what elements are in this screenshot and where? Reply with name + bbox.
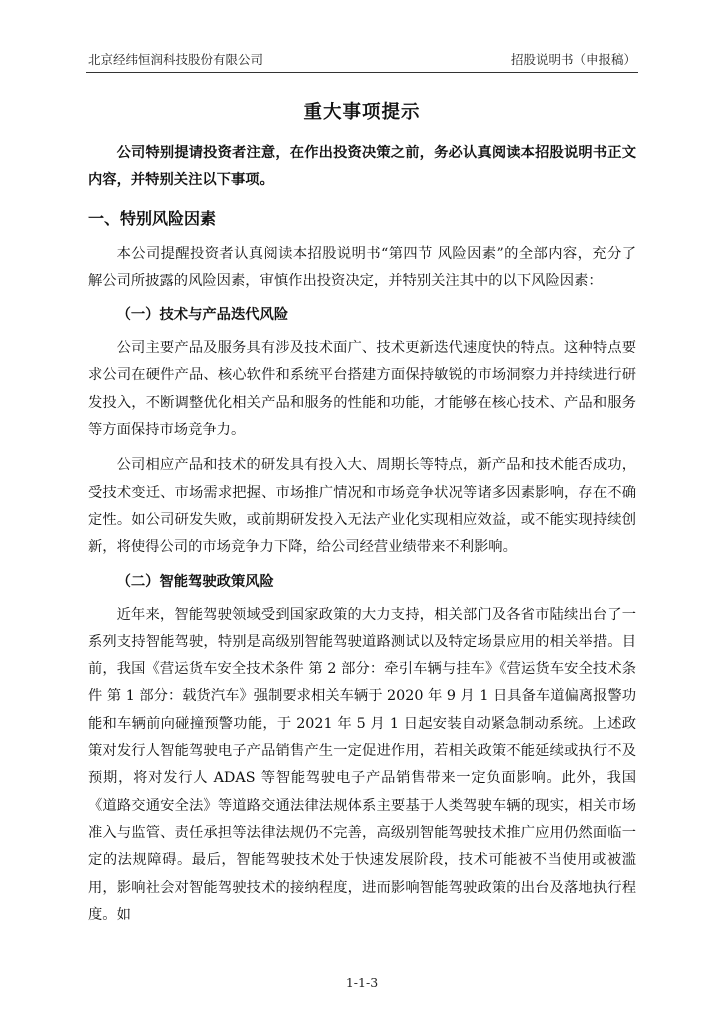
subsection-heading-tech-risk: （一）技术与产品迭代风险 xyxy=(116,307,289,324)
header-divider xyxy=(86,72,638,73)
paragraph-tech-risk-2: 公司相应产品和技术的研发具有投入大、周期长等特点，新产品和技术能否成功，受技术变迁、市场需求把握、市场推广情况和市场竞争状况等诸多因素影响，存在不确定性。如公司研发失败，或前期研发投入无法产业化实现相应效益，或不能实现持续创新，将使得公司的市场竞争力下降，给公司经营业绩带来不利影响。 xyxy=(88,457,636,556)
intro-paragraph: 公司特别提请投资者注意，在作出投资决策之前，务必认真阅读本招股说明书正文内容，并特别关注以下事项。 xyxy=(88,145,636,189)
document-body xyxy=(88,140,636,929)
section-intro-paragraph: 本公司提醒投资者认真阅读本招股说明书“第四节 风险因素”的全部内容，充分了解公司所披露的风险因素，审慎作出投资决定，并特别关注其中的以下风险因素： xyxy=(88,245,636,289)
header-document-type: 招股说明书（申报稿） xyxy=(510,52,636,67)
page-title: 重大事项提示 xyxy=(303,102,421,123)
paragraph-policy-risk-1: 近年来，智能驾驶领域受到国家政策的大力支持，相关部门及各省市陆续出台了一系列支持智能驾驶，特别是高级别智能驾驶道路测试以及特定场景应用的相关举措。目前，我国《营运货车安全技术条件 第 2 部分：牵引车辆与挂车》《营运货车安全技术条件 第 1 部分：载货汽车》强制要求相关车辆于 2020 年 9 月 1 日具备车道偏离报警功能和车辆前向碰撞预警功能，于 2021 年 5 月 1 日起安装自动紧急制动系统。上述政策对发行人智能驾驶电子产品销售产生一定促进作用，若相关政策不能延续或执行不及预期，将对发行人 ADAS 等智能驾驶电子产品销售带来一定负面影响。此外，我国《道路交通安全法》等道路交通法律法规体系主要基于人类驾驶车辆的现实，相关市场准入与监管、责任承担等法律法规仍不完善，高级别智能驾驶技术推广应用仍然面临一定的法规障碍。最后，智能驾驶技术处于快速发展阶段，技术可能被不当使用或被滥用，影响社会对智能驾驶技术的接纳程度，进而影响智能驾驶政策的出台及落地执行程度。如 xyxy=(88,606,636,923)
header-company-name: 北京经纬恒润科技股份有限公司 xyxy=(88,52,264,67)
section-heading: 一、特别风险因素 xyxy=(88,208,217,228)
page-header xyxy=(88,50,636,70)
subsection-heading-policy-risk: （二）智能驾驶政策风险 xyxy=(116,573,274,590)
page-number: 1-1-3 xyxy=(345,975,379,990)
paragraph-tech-risk-1: 公司主要产品及服务具有涉及技术面广、技术更新迭代速度快的特点。这种特点要求公司在硬件产品、核心软件和系统平台搭建方面保持敏锐的市场洞察力并持续进行研发投入，不断调整优化相关产品和服务的性能和功能，才能够在核心技术、产品和服务等方面保持市场竞争力。 xyxy=(88,340,636,439)
